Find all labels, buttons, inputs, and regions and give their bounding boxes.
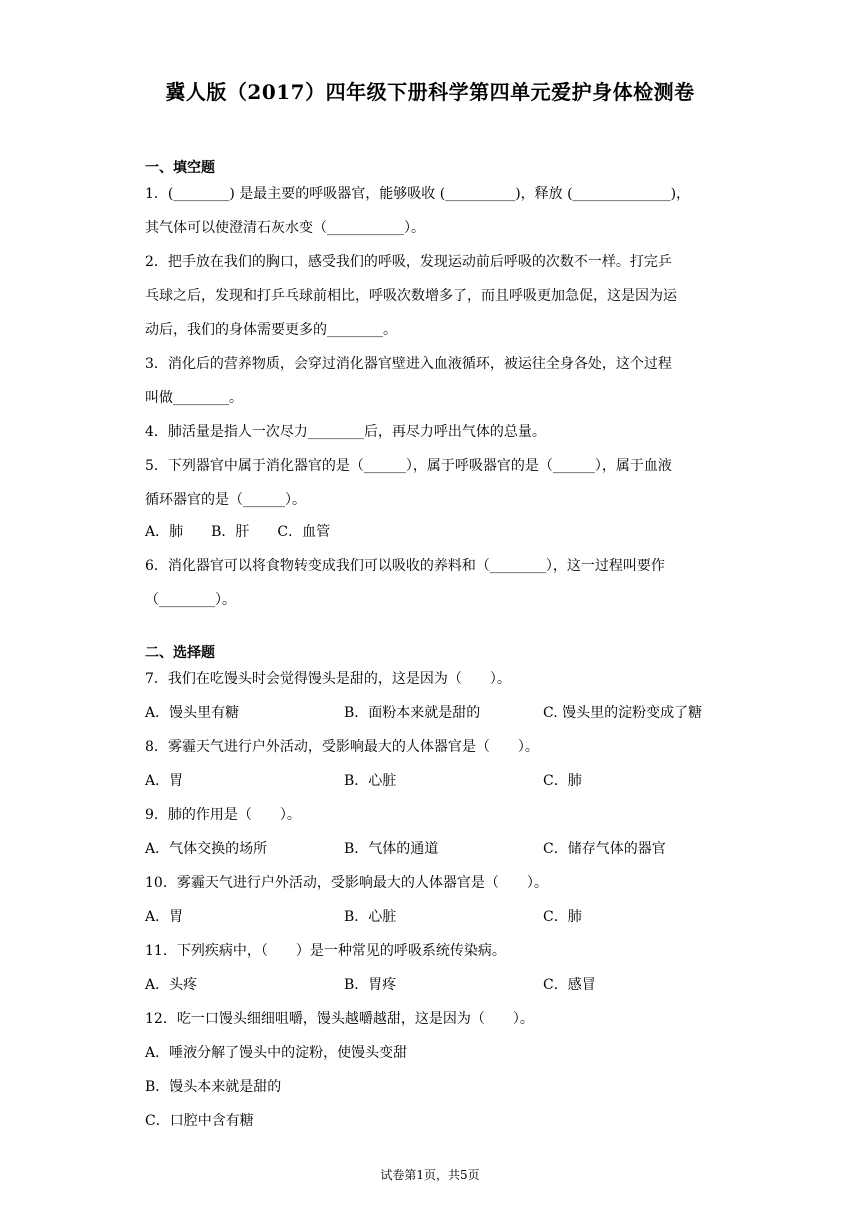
q5-line-2: 循环器官的是（______）。 (145, 492, 306, 508)
q9-stem: 9．肺的作用是（ ）。 (145, 807, 301, 823)
q7-options (145, 703, 725, 723)
q12-stem: 12．吃一口馒头细细咀嚼，馒头越嚼越甜，这是因为（ ）。 (145, 1011, 534, 1027)
q2-line-2: 乓球之后，发现和打乒乓球前相比，呼吸次数增多了，而且呼吸更加急促，这是因为运 (145, 288, 677, 304)
q1-line-1: 1．(________) 是最主要的呼吸器官，能够吸收 (__________)，释放 (______________)， (145, 186, 691, 202)
q8-option-c: C．肺 (543, 773, 582, 789)
section-fill-blank-heading: 一、填空题 (145, 160, 215, 176)
q3-line-1: 3．消化后的营养物质，会穿过消化器官壁进入血液循环，被运往全身各处，这个过程 (145, 356, 672, 372)
q9-option-a: A．气体交换的场所 (145, 841, 268, 857)
q7-stem: 7．我们在吃馒头时会觉得馒头是甜的，这是因为（ ）。 (145, 671, 511, 687)
q8-stem: 8．雾霾天气进行户外活动，受影响最大的人体器官是（ ）。 (145, 739, 539, 755)
q11-option-a: A．头疼 (145, 977, 198, 993)
q2-line-1: 2．把手放在我们的胸口，感受我们的呼吸，发现运动前后呼吸的次数不一样。打完乒 (145, 254, 672, 270)
page-footer: 试卷第1页，共5页 (380, 1168, 480, 1182)
q10-option-b: B．心脏 (344, 909, 397, 925)
q10-option-c: C．肺 (543, 909, 582, 925)
q1-line-2: 其气体可以使澄清石灰水变（___________）。 (145, 220, 425, 236)
q10-stem: 10．雾霾天气进行户外活动，受影响最大的人体器官是（ ）。 (145, 875, 548, 891)
q10-options (145, 907, 725, 927)
q9-option-c: C．储存气体的器官 (543, 841, 666, 857)
q12-option-b: B．馒头本来就是甜的 (145, 1079, 282, 1095)
q10-option-a: A．胃 (145, 909, 184, 925)
q4-line: 4．肺活量是指人一次尽力________后，再尽力呼出气体的总量。 (145, 424, 546, 440)
q12-option-a: A．唾液分解了馒头中的淀粉，使馒头变甜 (145, 1045, 408, 1061)
q9-options (145, 839, 725, 859)
q6-line-2: （________）。 (145, 592, 236, 608)
page-title: 冀人版（2017）四年级下册科学第四单元爱护身体检测卷 (165, 80, 695, 104)
q2-line-3: 动后，我们的身体需要更多的________。 (145, 322, 397, 338)
q11-options (145, 975, 725, 995)
q7-option-b: B．面粉本来就是甜的 (344, 705, 481, 721)
q3-line-2: 叫做________。 (145, 390, 243, 406)
q9-option-b: B．气体的通道 (344, 841, 439, 857)
q5-line-1: 5．下列器官中属于消化器官的是（______），属于呼吸器官的是（______），属于血液 (145, 458, 672, 474)
q8-option-b: B．心脏 (344, 773, 397, 789)
section-choice-heading: 二、选择题 (145, 645, 215, 661)
q8-option-a: A．胃 (145, 773, 184, 789)
q11-stem: 11．下列疾病中，（ ）是一种常见的呼吸系统传染病。 (145, 943, 506, 959)
q5-options: A．肺 B．肝 C．血管 (145, 524, 331, 540)
q7-option-c: C. 馒头里的淀粉变成了糖 (543, 705, 703, 721)
q11-option-c: C．感冒 (543, 977, 596, 993)
q11-option-b: B．胃疼 (344, 977, 397, 993)
q8-options (145, 771, 725, 791)
q7-option-a: A．馒头里有糖 (145, 705, 240, 721)
q12-option-c: C．口腔中含有糖 (145, 1113, 254, 1129)
q6-line-1: 6．消化器官可以将食物转变成我们可以吸收的养料和（________），这一过程叫要作 (145, 558, 665, 574)
